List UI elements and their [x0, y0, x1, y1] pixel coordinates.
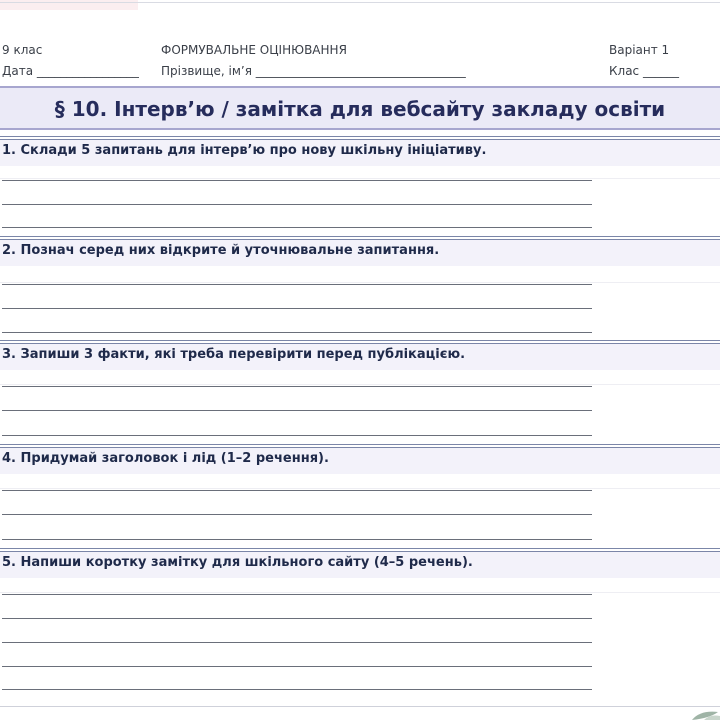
answer-line[interactable] [2, 618, 592, 619]
leaf-decoration-icon [690, 708, 720, 720]
header-left [2, 40, 139, 82]
header-center [161, 40, 466, 82]
page-title: § 10. Інтерв’ю / замітка для вебсайту закладу освіти [54, 97, 666, 121]
task-prompt: 5. Напиши коротку замітку для шкільного сайту (4–5 речень). [2, 555, 473, 570]
task-prompt: 4. Придумай заголовок і лід (1–2 речення). [2, 451, 329, 466]
answer-line[interactable] [2, 204, 592, 205]
grade-label: 9 клас [2, 43, 43, 57]
answer-line[interactable] [2, 689, 592, 690]
answer-guide [0, 592, 720, 593]
answer-line[interactable] [2, 227, 592, 228]
date-field: Дата _________________ [2, 64, 139, 78]
answer-line[interactable] [2, 332, 592, 333]
top-divider [0, 2, 720, 3]
answer-line[interactable] [2, 180, 592, 181]
answer-line[interactable] [2, 642, 592, 643]
answer-guide [0, 178, 720, 179]
answer-line[interactable] [2, 666, 592, 667]
task-prompt: 2. Познач серед них відкрите й уточнювальне запитання. [2, 243, 440, 258]
answer-line[interactable] [2, 435, 592, 436]
answer-line[interactable] [2, 410, 592, 411]
answer-guide [0, 384, 720, 385]
answer-line[interactable] [2, 594, 592, 595]
task-prompt: 3. Запиши 3 факти, які треба перевірити перед публікацією. [2, 347, 466, 362]
header-right [609, 40, 679, 82]
answer-line[interactable] [2, 386, 592, 387]
answer-line[interactable] [2, 284, 592, 285]
answer-guide [0, 282, 720, 283]
answer-guide [0, 488, 720, 489]
worksheet-header [0, 40, 720, 84]
class-field: Клас ______ [609, 64, 679, 78]
task-prompt: 1. Склади 5 запитань для інтерв’ю про нову шкільну ініціативу. [2, 143, 487, 158]
answer-line[interactable] [2, 490, 592, 491]
name-field: Прізвище, ім’я ___________________________________ [161, 64, 466, 78]
answer-line[interactable] [2, 308, 592, 309]
assessment-label: ФОРМУВАЛЬНЕ ОЦІНЮВАННЯ [161, 43, 347, 57]
answer-line[interactable] [2, 539, 592, 540]
answer-line[interactable] [2, 514, 592, 515]
title-banner [0, 86, 720, 130]
variant-label: Варіант 1 [609, 43, 670, 57]
bottom-divider [0, 706, 720, 707]
